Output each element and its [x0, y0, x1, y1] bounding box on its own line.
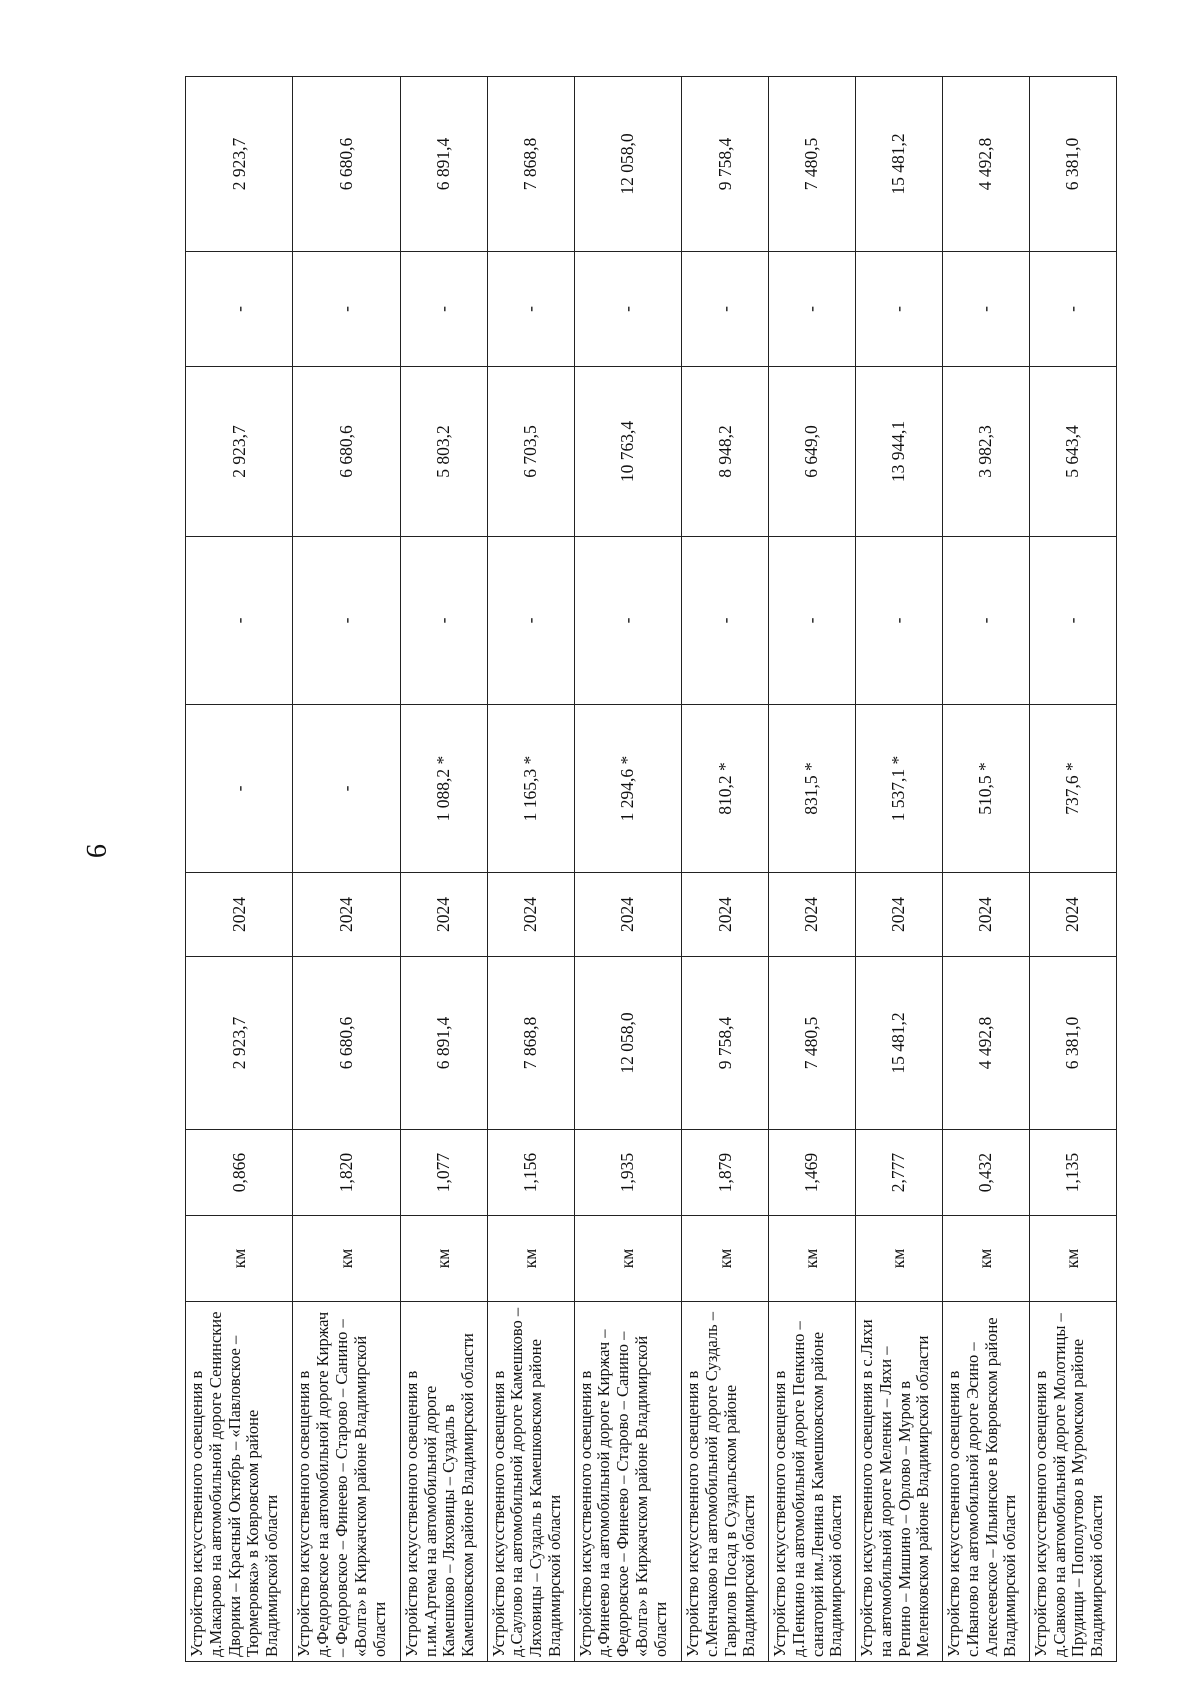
- description-cell: Устройство искусственного освещения в д.Федоровское на автомобильной дороге Киржач – Федоровское – Финеево – Старово – Санино – «Волга» в Киржачском районе Владимирской области: [293, 1302, 400, 1662]
- unit-cell: км: [768, 1216, 855, 1302]
- budget-amount-cell: 5 643,4: [1029, 367, 1116, 537]
- other-sources-cell: -: [942, 252, 1029, 367]
- regional-budget-cell: -: [293, 705, 400, 873]
- total-amount-cell: 4 492,8: [942, 77, 1029, 252]
- length-cell: 1,469: [768, 1130, 855, 1216]
- regional-budget-cell: 810,2 *: [682, 705, 769, 873]
- total-amount-cell: 9 758,4: [682, 77, 769, 252]
- year-cell: 2024: [293, 873, 400, 957]
- federal-budget-cell: -: [855, 537, 942, 705]
- other-sources-cell: -: [487, 252, 574, 367]
- table-body: [186, 77, 1117, 1662]
- unit-cell: км: [855, 1216, 942, 1302]
- length-cell: 0,866: [186, 1130, 293, 1216]
- table-row: [487, 77, 574, 1662]
- federal-budget-cell: -: [574, 537, 681, 705]
- length-cell: 1,135: [1029, 1130, 1116, 1216]
- description-cell: Устройство искусственного освещения в с.Менчаково на автомобильной дороге Суздаль – Гаврилов Посад в Суздальском районе Владимирской области: [682, 1302, 769, 1662]
- table-row: [1029, 77, 1116, 1662]
- budget-amount-cell: 6 649,0: [768, 367, 855, 537]
- table-row: [682, 77, 769, 1662]
- length-cell: 1,820: [293, 1130, 400, 1216]
- table-row: [574, 77, 681, 1662]
- budget-amount-cell: 6 680,6: [293, 367, 400, 537]
- unit-cell: км: [1029, 1216, 1116, 1302]
- year-cell: 2024: [400, 873, 487, 957]
- total-cost-cell: 7 480,5: [768, 957, 855, 1130]
- year-cell: 2024: [682, 873, 769, 957]
- length-cell: 2,777: [855, 1130, 942, 1216]
- federal-budget-cell: -: [682, 537, 769, 705]
- federal-budget-cell: -: [942, 537, 1029, 705]
- other-sources-cell: -: [682, 252, 769, 367]
- description-cell: Устройство искусственного освещения в д.Савково на автомобильной дороге Молотицы – Прудищи – Пополутово в Муромском районе Владимирской области: [1029, 1302, 1116, 1662]
- total-amount-cell: 6 891,4: [400, 77, 487, 252]
- budget-amount-cell: 2 923,7: [186, 367, 293, 537]
- year-cell: 2024: [186, 873, 293, 957]
- unit-cell: км: [186, 1216, 293, 1302]
- federal-budget-cell: -: [293, 537, 400, 705]
- length-cell: 1,879: [682, 1130, 769, 1216]
- length-cell: 0,432: [942, 1130, 1029, 1216]
- regional-budget-cell: 1 537,1 *: [855, 705, 942, 873]
- total-cost-cell: 15 481,2: [855, 957, 942, 1130]
- other-sources-cell: -: [1029, 252, 1116, 367]
- unit-cell: км: [400, 1216, 487, 1302]
- total-cost-cell: 6 381,0: [1029, 957, 1116, 1130]
- length-cell: 1,935: [574, 1130, 681, 1216]
- year-cell: 2024: [768, 873, 855, 957]
- description-cell: Устройство искусственного освещения в д.Финеево на автомобильной дороге Киржач – Федоровское – Финеево – Старово – Санино – «Волга» в Киржачском районе Владимирской области: [574, 1302, 681, 1662]
- regional-budget-cell: 831,5 *: [768, 705, 855, 873]
- budget-amount-cell: 10 763,4: [574, 367, 681, 537]
- total-amount-cell: 12 058,0: [574, 77, 681, 252]
- year-cell: 2024: [574, 873, 681, 957]
- total-amount-cell: 15 481,2: [855, 77, 942, 252]
- unit-cell: км: [942, 1216, 1029, 1302]
- other-sources-cell: -: [400, 252, 487, 367]
- other-sources-cell: -: [574, 252, 681, 367]
- table-row: [768, 77, 855, 1662]
- year-cell: 2024: [942, 873, 1029, 957]
- total-cost-cell: 2 923,7: [186, 957, 293, 1130]
- table-row: [400, 77, 487, 1662]
- federal-budget-cell: -: [186, 537, 293, 705]
- other-sources-cell: -: [186, 252, 293, 367]
- rotated-table-wrapper: [185, 77, 1117, 1662]
- description-cell: Устройство искусственного освещения в п.им.Артема на автомобильной дороге Камешково – Ляховицы – Суздаль в Камешковском районе Владимирской области: [400, 1302, 487, 1662]
- table-row: [855, 77, 942, 1662]
- length-cell: 1,156: [487, 1130, 574, 1216]
- regional-budget-cell: 510,5 *: [942, 705, 1029, 873]
- budget-amount-cell: 8 948,2: [682, 367, 769, 537]
- other-sources-cell: -: [293, 252, 400, 367]
- regional-budget-cell: 1 165,3 *: [487, 705, 574, 873]
- total-amount-cell: 7 868,8: [487, 77, 574, 252]
- total-cost-cell: 6 891,4: [400, 957, 487, 1130]
- description-cell: Устройство искусственного освещения в с.Иваново на автомобильной дороге Эсино – Алексеевское – Ильинское в Ковровском районе Владимирской области: [942, 1302, 1029, 1662]
- regional-budget-cell: 1 088,2 *: [400, 705, 487, 873]
- year-cell: 2024: [855, 873, 942, 957]
- regional-budget-cell: 737,6 *: [1029, 705, 1116, 873]
- total-cost-cell: 12 058,0: [574, 957, 681, 1130]
- total-amount-cell: 6 680,6: [293, 77, 400, 252]
- federal-budget-cell: -: [400, 537, 487, 705]
- federal-budget-cell: -: [1029, 537, 1116, 705]
- federal-budget-cell: -: [768, 537, 855, 705]
- year-cell: 2024: [1029, 873, 1116, 957]
- regional-budget-cell: 1 294,6 *: [574, 705, 681, 873]
- total-cost-cell: 7 868,8: [487, 957, 574, 1130]
- total-amount-cell: 6 381,0: [1029, 77, 1116, 252]
- works-table: [185, 76, 1117, 1662]
- other-sources-cell: -: [768, 252, 855, 367]
- unit-cell: км: [487, 1216, 574, 1302]
- length-cell: 1,077: [400, 1130, 487, 1216]
- description-cell: Устройство искусственного освещения в д.Саулово на автомобильной дороге Камешково – Ляховицы – Суздаль в Камешковском районе Владимирской области: [487, 1302, 574, 1662]
- regional-budget-cell: -: [186, 705, 293, 873]
- unit-cell: км: [574, 1216, 681, 1302]
- budget-amount-cell: 13 944,1: [855, 367, 942, 537]
- description-cell: Устройство искусственного освещения в д.Макарово на автомобильной дороге Сенинские Дворики – Красный Октябрь – «Павловское – Тюрмеровка» в Ковровском районе Владимирской области: [186, 1302, 293, 1662]
- budget-amount-cell: 3 982,3: [942, 367, 1029, 537]
- total-cost-cell: 6 680,6: [293, 957, 400, 1130]
- budget-amount-cell: 6 703,5: [487, 367, 574, 537]
- description-cell: Устройство искусственного освещения в с.Ляхи на автомобильной дороге Меленки – Ляхи – Репино – Мишино – Орлово – Муром в Меленковском районе Владимирской области: [855, 1302, 942, 1662]
- table-row: [293, 77, 400, 1662]
- total-cost-cell: 4 492,8: [942, 957, 1029, 1130]
- total-amount-cell: 2 923,7: [186, 77, 293, 252]
- description-cell: Устройство искусственного освещения в д.Пенкино на автомобильной дороге Пенкино – санаторий им.Ленина в Камешковском районе Владимирской области: [768, 1302, 855, 1662]
- table-row: [186, 77, 293, 1662]
- year-cell: 2024: [487, 873, 574, 957]
- table-row: [942, 77, 1029, 1662]
- page-number: 9: [80, 844, 111, 858]
- total-cost-cell: 9 758,4: [682, 957, 769, 1130]
- unit-cell: км: [682, 1216, 769, 1302]
- other-sources-cell: -: [855, 252, 942, 367]
- budget-amount-cell: 5 803,2: [400, 367, 487, 537]
- federal-budget-cell: -: [487, 537, 574, 705]
- total-amount-cell: 7 480,5: [768, 77, 855, 252]
- unit-cell: км: [293, 1216, 400, 1302]
